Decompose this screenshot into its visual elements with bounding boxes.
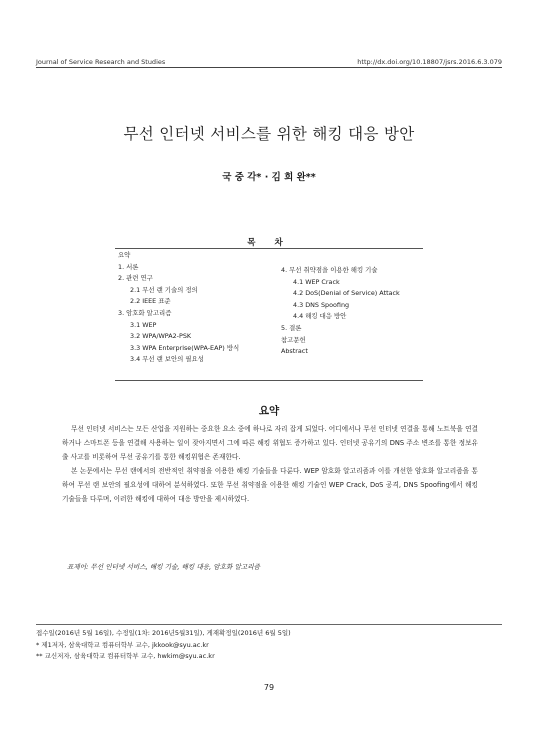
toc-item[interactable]: 참고문헌	[281, 335, 306, 344]
toc-bottom-rule	[115, 380, 423, 381]
toc-item[interactable]: 1. 서론	[118, 262, 139, 271]
toc-item[interactable]: 3.1 WEP	[130, 320, 157, 329]
toc-item[interactable]: 2. 관련 연구	[118, 274, 153, 283]
keywords: 표제어: 무선 인터넷 서비스, 해킹 기술, 해킹 대응, 암호화 알고리즘	[67, 563, 260, 571]
footnote-corresponding-author: ** 교신저자, 삼육대학교 컴퓨터학부 교수, hwkim@syu.ac.kr	[36, 652, 215, 660]
toc-item[interactable]: Abstract	[281, 347, 308, 356]
toc-item[interactable]: 4.1 WEP Crack	[293, 277, 340, 286]
footnote-rule	[36, 624, 502, 625]
paper-title: 무선 인터넷 서비스를 위한 해킹 대응 방안	[123, 125, 415, 143]
authors: 국 중 각* · 김 희 완**	[222, 172, 316, 183]
journal-name: Journal of Service Research and Studies	[36, 58, 166, 66]
footnote-first-author: * 제1저자, 삼육대학교 컴퓨터학부 교수, jkkook@syu.ac.kr	[36, 640, 209, 649]
toc-item[interactable]: 4. 무선 취약점을 이용한 해킹 기술	[281, 266, 378, 274]
toc-item[interactable]: 3.2 WPA/WPA2-PSK	[130, 332, 192, 341]
toc-item[interactable]: 3. 암호화 알고리즘	[118, 308, 172, 317]
toc-item[interactable]: 4.4 해킹 대응 방안	[293, 312, 347, 321]
toc-item[interactable]: 2.1 무선 랜 기술의 정의	[130, 285, 198, 294]
abstract-body	[62, 422, 478, 506]
toc-right-column	[281, 265, 400, 358]
toc-item[interactable]: 5. 결론	[281, 323, 302, 332]
toc-item[interactable]: 요약	[118, 251, 131, 259]
toc-item[interactable]: 3.4 무선 랜 보안의 필요성	[130, 355, 204, 364]
toc-top-rule	[115, 248, 423, 249]
toc-item[interactable]: 4.3 DNS Spoofing	[293, 300, 350, 309]
abstract-heading: 요약	[258, 405, 280, 417]
abstract-paragraph: 무선 인터넷 서비스는 모든 산업을 지원하는 중요한 요소 중에 하나로 자리 잡게 되었다. 어디에서나 무선 인터넷 연결을 통해 노트북을 연결하거나 스마트폰 등을 연결해 사용하는 일이 잦아지면서 그에 따른 해킹 위협도 증가하고 있다. 인터넷 공유기의 DNS 주소 변조를 통한 정보유출 사고를 비롯하여 무선 공유기를 통한 해킹위협은 존재한다.	[62, 425, 478, 461]
toc-item[interactable]: 3.3 WPA Enterprise(WPA-EAP) 방식	[130, 343, 240, 352]
toc-item[interactable]: 2.2 IEEE 표준	[130, 297, 171, 306]
header-rule	[36, 67, 502, 68]
toc-left-column	[118, 250, 239, 366]
toc-item[interactable]: 4.2 DoS(Denial of Service) Attack	[293, 289, 400, 298]
doi-link[interactable]: http://dx.doi.org/10.18807/jsrs.2016.6.3.079	[357, 58, 502, 66]
toc-heading: 목 차	[247, 238, 291, 248]
page-number: 79	[263, 683, 275, 692]
abstract-paragraph: 본 논문에서는 무선 랜에서의 전반적인 취약점을 이용한 해킹 기술들을 다룬다. WEP 암호화 알고리즘과 이를 개선한 암호화 알고리즘을 통하여 무선 랜 보안의 필요성에 대하여 분석하였다. 또한 무선 취약점을 이용한 해킹 기술인 WEP Crack, DoS 공격, DNS Spoofing에서 해킹 기술들을 다루며, 이러한 해킹에 대하여 대응 방안을 제시하였다.	[62, 467, 478, 503]
footnotes	[36, 628, 291, 663]
footnote-dates: 접수일(2016년 5월 16일), 수정일(1차: 2016년5월31일), 게재확정일(2016년 6월 5일)	[36, 629, 291, 637]
